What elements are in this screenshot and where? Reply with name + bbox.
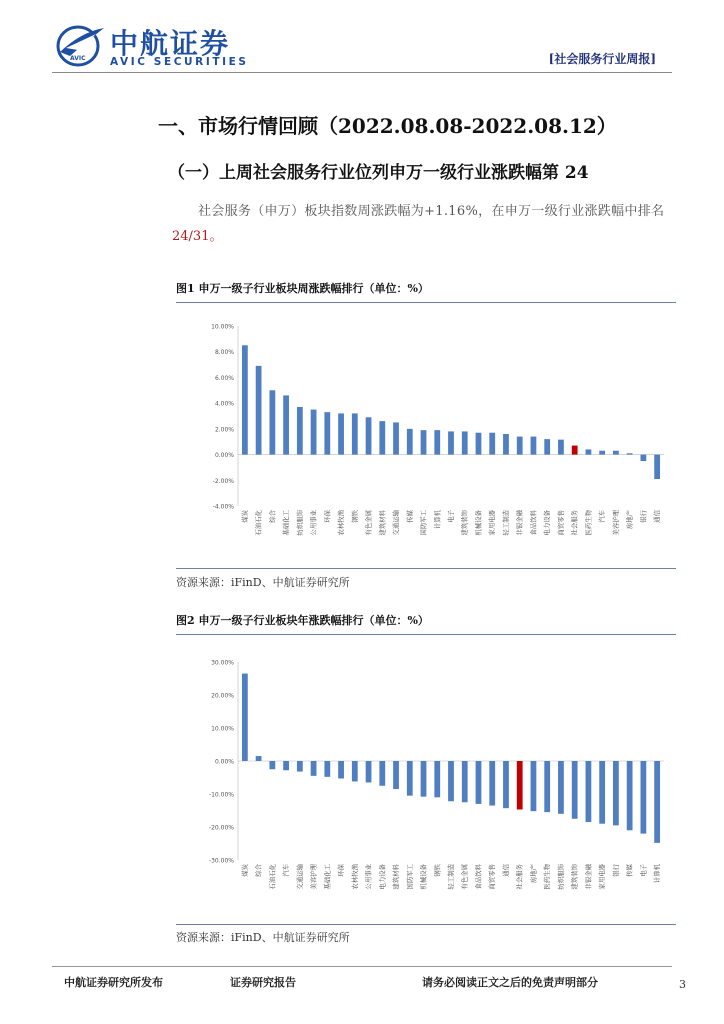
x-category-label: 交通运输 xyxy=(392,510,401,536)
x-category-label: 石油石化 xyxy=(254,510,263,536)
bar xyxy=(517,437,523,455)
bar xyxy=(393,422,399,454)
header-divider xyxy=(52,72,672,73)
bar xyxy=(434,430,440,454)
x-category-label: 电力设备 xyxy=(543,510,552,536)
bar xyxy=(544,761,550,812)
y-tick-label: 8.00% xyxy=(214,349,234,357)
x-category-label: 农林牧渔 xyxy=(350,864,359,890)
x-category-label: 非银金融 xyxy=(515,510,524,536)
footer-divider xyxy=(52,966,672,967)
bar xyxy=(311,410,317,455)
bar xyxy=(324,412,330,454)
x-category-label: 机械设备 xyxy=(419,864,428,890)
section-title: 一、市场行情回顾（2022.08.08-2022.08.12） xyxy=(158,114,617,138)
x-category-label: 电力设备 xyxy=(378,864,387,890)
body-paragraph-line1: 社会服务（申万）板块指数周涨跌幅为+1.16%，在申万一级行业涨跌幅中排名 xyxy=(198,204,665,219)
page-number: 3 xyxy=(679,978,686,991)
y-tick-label: 4.00% xyxy=(214,400,234,408)
figure1-source: 资源来源：iFinD、中航证券研究所 xyxy=(176,576,350,589)
logo-badge: AVIC xyxy=(70,55,86,62)
x-category-label: 电子 xyxy=(447,510,455,523)
bar xyxy=(517,761,523,810)
bar xyxy=(572,446,578,455)
company-name-en: AVIC SECURITIES xyxy=(110,56,249,68)
x-category-label: 家用电器 xyxy=(488,510,497,536)
bar xyxy=(599,761,605,824)
y-tick-label: 0.00% xyxy=(214,452,234,460)
bar xyxy=(503,761,509,808)
x-category-label: 家用电器 xyxy=(598,864,607,890)
bar xyxy=(352,413,358,454)
figure1-chart-svg xyxy=(176,310,676,565)
bar xyxy=(627,453,633,454)
x-category-label: 有色金属 xyxy=(460,864,469,890)
bar xyxy=(489,433,495,455)
y-tick-label: 6.00% xyxy=(214,374,234,382)
bar xyxy=(269,390,275,454)
figure2-bottom-rule xyxy=(176,924,676,925)
footer-publisher: 中航证券研究所发布 xyxy=(64,976,163,989)
x-category-label: 交通运输 xyxy=(295,864,304,890)
x-category-label: 银行 xyxy=(639,510,648,523)
x-category-label: 电子 xyxy=(639,864,648,877)
bar xyxy=(297,761,303,772)
bar xyxy=(586,449,592,454)
bar xyxy=(654,455,660,479)
bar xyxy=(544,439,550,454)
bar xyxy=(366,761,372,782)
bar xyxy=(338,413,344,454)
x-category-label: 房地产 xyxy=(625,510,634,530)
y-tick-label: 0.00% xyxy=(214,758,234,766)
y-tick-label: 10.00% xyxy=(211,725,234,733)
body-paragraph-line2: 24/31。 xyxy=(172,229,223,244)
bar xyxy=(448,431,454,454)
y-tick-label: 10.00% xyxy=(211,323,234,331)
bar xyxy=(256,366,262,455)
bar xyxy=(393,761,399,789)
bar xyxy=(338,761,344,778)
x-category-label: 通信 xyxy=(501,864,510,877)
x-category-label: 传媒 xyxy=(405,510,414,523)
x-category-label: 社会服务 xyxy=(570,510,579,536)
bar xyxy=(366,417,372,454)
avic-logo-emblem xyxy=(56,22,106,68)
x-category-label: 通信 xyxy=(653,510,662,523)
bar xyxy=(421,430,427,454)
bar xyxy=(283,761,289,770)
bar xyxy=(641,455,647,461)
figure1-chart xyxy=(176,310,676,565)
bar xyxy=(558,440,564,455)
x-category-label: 轻工制造 xyxy=(501,510,510,536)
bar xyxy=(448,761,454,801)
x-category-label: 基础化工 xyxy=(282,510,291,536)
x-category-label: 建筑材料 xyxy=(392,864,401,890)
footer-report-type: 证券研究报告 xyxy=(230,976,296,989)
x-category-label: 石油石化 xyxy=(268,864,277,890)
bar xyxy=(407,761,413,796)
y-tick-label: 30.00% xyxy=(211,659,234,667)
x-category-label: 汽车 xyxy=(598,510,607,523)
y-tick-label: 20.00% xyxy=(211,692,234,700)
bar xyxy=(599,451,605,455)
x-category-label: 纺织服饰 xyxy=(295,510,304,536)
bar xyxy=(641,761,647,834)
bar xyxy=(462,431,468,454)
x-category-label: 纺织服饰 xyxy=(556,864,565,890)
x-category-label: 有色金属 xyxy=(364,510,373,536)
x-category-label: 国防军工 xyxy=(419,510,428,536)
x-category-label: 综合 xyxy=(254,864,263,877)
bar xyxy=(379,761,385,786)
x-category-label: 建筑装饰 xyxy=(570,864,579,890)
bar xyxy=(352,761,358,781)
x-category-label: 汽车 xyxy=(282,864,291,877)
x-category-label: 煤炭 xyxy=(240,510,249,523)
figure1-top-rule xyxy=(176,302,676,303)
x-category-label: 美容护理 xyxy=(309,864,318,890)
bar xyxy=(434,761,440,797)
x-category-label: 商贸零售 xyxy=(488,864,497,890)
x-category-label: 综合 xyxy=(268,510,277,523)
x-category-label: 非银金融 xyxy=(584,864,593,890)
x-category-label: 钢铁 xyxy=(433,864,442,877)
x-category-label: 环保 xyxy=(337,864,346,877)
bar xyxy=(379,421,385,454)
figure1-bottom-rule xyxy=(176,568,676,569)
bar xyxy=(311,761,317,776)
figure2-source: 资源来源：iFinD、中航证券研究所 xyxy=(176,931,350,944)
x-category-label: 食品饮料 xyxy=(474,864,483,890)
bar xyxy=(558,761,564,814)
figure1-title: 图1 申万一级子行业板块周涨跌幅排行（单位：%） xyxy=(176,282,429,295)
x-category-label: 基础化工 xyxy=(323,864,332,890)
x-category-label: 传媒 xyxy=(625,864,634,877)
figure2-chart-svg xyxy=(176,642,676,922)
bar xyxy=(283,395,289,454)
bar xyxy=(503,434,509,455)
x-category-label: 医药生物 xyxy=(543,864,552,890)
x-category-label: 计算机 xyxy=(653,864,662,884)
x-category-label: 国防军工 xyxy=(405,864,414,890)
x-category-label: 建筑材料 xyxy=(378,510,387,536)
x-category-label: 社会服务 xyxy=(515,864,524,890)
y-tick-label: -4.00% xyxy=(212,503,234,511)
x-category-label: 煤炭 xyxy=(240,864,249,877)
bar xyxy=(627,761,633,830)
x-category-label: 建筑装饰 xyxy=(460,510,469,536)
bar xyxy=(654,761,660,843)
bar xyxy=(489,761,495,806)
x-category-label: 农林牧渔 xyxy=(337,510,346,536)
figure2-title: 图2 申万一级子行业板块年涨跌幅排行（单位：%） xyxy=(176,614,429,627)
figure2-top-rule xyxy=(176,634,676,635)
x-category-label: 环保 xyxy=(323,510,332,523)
company-name-zh: 中航证券 xyxy=(110,27,231,60)
bar xyxy=(242,345,248,454)
y-tick-label: -20.00% xyxy=(208,824,234,832)
bar xyxy=(531,761,537,811)
x-category-label: 房地产 xyxy=(529,864,538,884)
subsection-title: （一）上周社会服务行业位列申万一级行业涨跌幅第 24 xyxy=(168,163,589,183)
y-tick-label: -10.00% xyxy=(208,791,234,799)
bar xyxy=(407,429,413,455)
y-tick-label: -30.00% xyxy=(208,857,234,865)
x-category-label: 钢铁 xyxy=(350,510,359,523)
x-category-label: 食品饮料 xyxy=(529,510,538,536)
bar xyxy=(297,407,303,455)
report-tag: [社会服务行业周报] xyxy=(548,52,656,66)
x-category-label: 计算机 xyxy=(433,510,442,530)
x-category-label: 医药生物 xyxy=(584,510,593,536)
avic-logo xyxy=(56,22,106,68)
x-category-label: 轻工制造 xyxy=(447,864,455,890)
bar xyxy=(476,433,482,455)
bar xyxy=(613,761,619,825)
y-tick-label: 2.00% xyxy=(214,426,234,434)
x-category-label: 公用事业 xyxy=(309,510,318,536)
bar xyxy=(613,451,619,455)
bar xyxy=(269,761,275,769)
footer-disclaimer: 请务必阅读正文之后的免责声明部分 xyxy=(422,976,598,989)
bar xyxy=(256,756,262,761)
x-category-label: 美容护理 xyxy=(611,510,620,536)
bar xyxy=(324,761,330,777)
x-category-label: 公用事业 xyxy=(364,864,373,890)
x-category-label: 机械设备 xyxy=(474,510,483,536)
bar xyxy=(531,437,537,455)
bar xyxy=(462,761,468,802)
bar xyxy=(421,761,427,797)
bar xyxy=(586,761,592,822)
bar xyxy=(572,761,578,819)
bar xyxy=(242,674,248,761)
bar xyxy=(476,761,482,804)
y-tick-label: -2.00% xyxy=(212,477,234,485)
x-category-label: 银行 xyxy=(611,864,620,877)
figure2-chart xyxy=(176,642,676,922)
x-category-label: 商贸零售 xyxy=(556,510,565,536)
